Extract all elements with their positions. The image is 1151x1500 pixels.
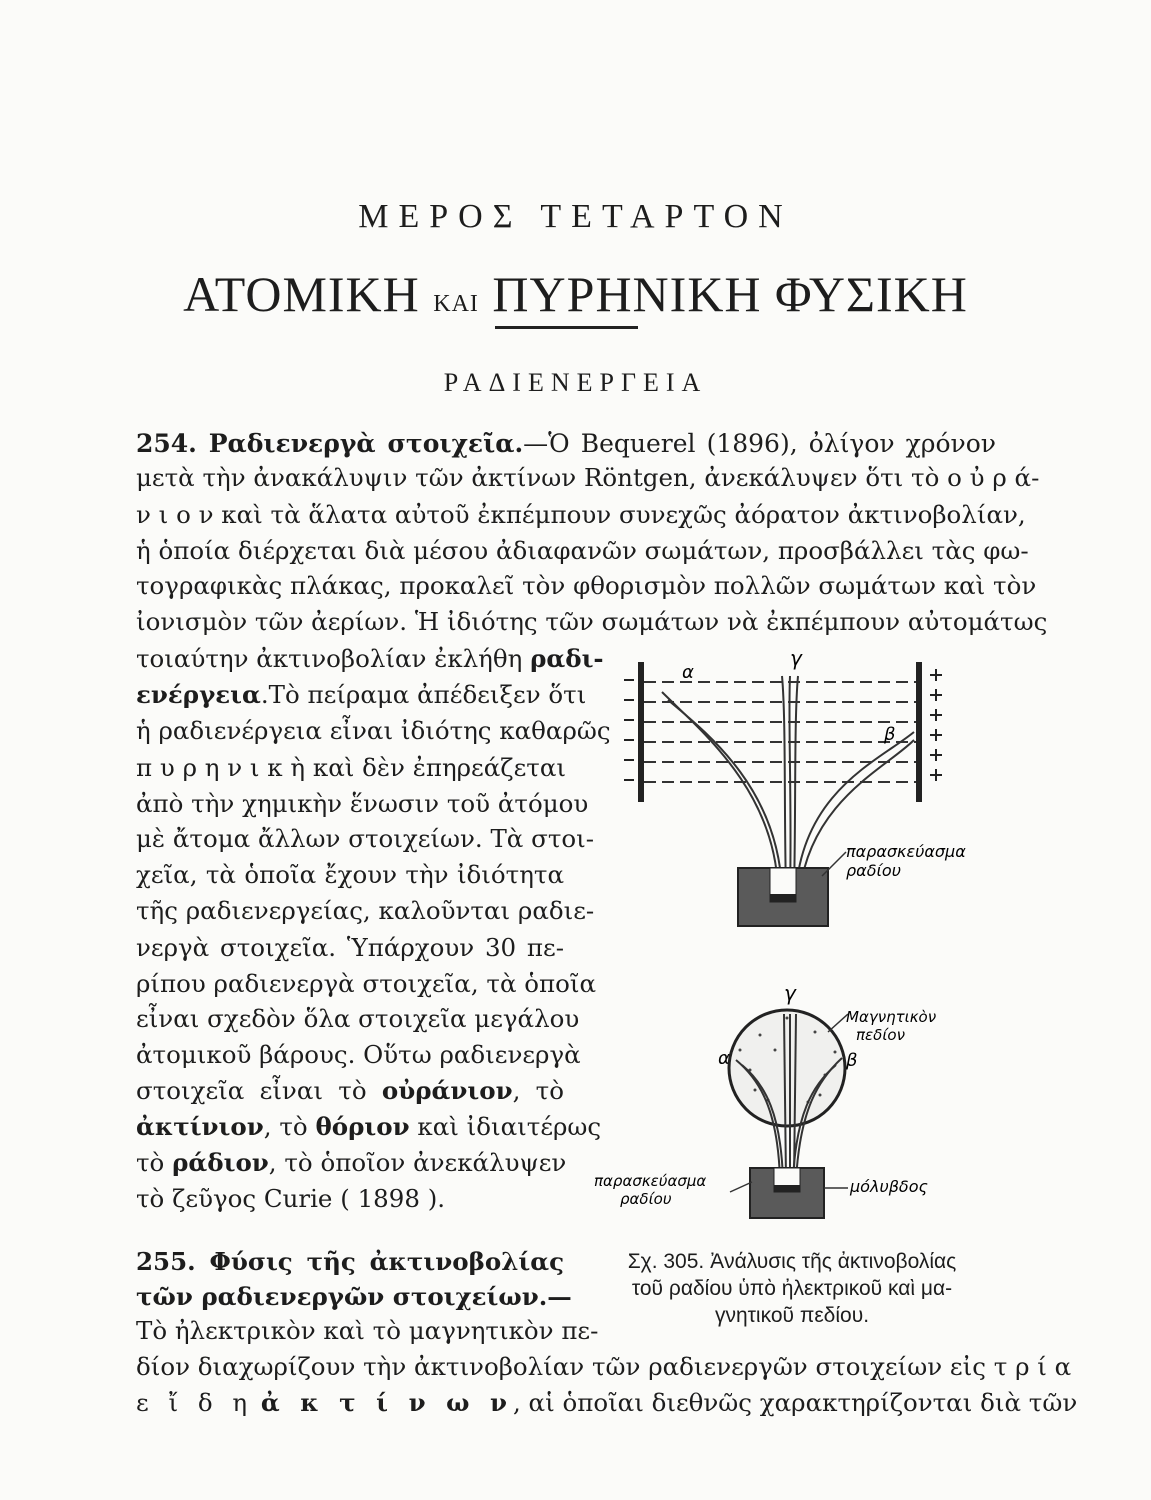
section-254-heading: 254. Ραδιενεργὰ στοιχεῖα. bbox=[136, 429, 524, 458]
caption-line-3: γνητικοῦ πεδίου. bbox=[714, 1304, 870, 1327]
gamma-label-top: γ bbox=[790, 646, 802, 670]
title-divider bbox=[495, 326, 638, 329]
alpha-label-bottom: α bbox=[718, 1048, 730, 1069]
term-actinium: ἀκτίνιον bbox=[136, 1112, 264, 1141]
section-255-heading-2: τῶν ραδιενεργῶν στοιχείων.— bbox=[136, 1282, 572, 1311]
term-thorium: θόριον bbox=[315, 1112, 410, 1141]
section-254-line-3: ν ι ο ν καὶ τὰ ἅλατα αὐτοῦ ἐκπέμπουν συνεχῶς ἀόρατον ἀκτινοβολίαν, bbox=[136, 500, 1026, 529]
beta-label-bottom: β bbox=[846, 1050, 858, 1071]
section-254-line-18: ἀτομικοῦ βάρους. Οὕτω ραδιενεργὰ bbox=[136, 1040, 581, 1069]
plus-signs bbox=[930, 669, 942, 781]
title-nuclear-physics: ΠΥΡΗΝΙΚΗ ΦΥΣΙΚΗ bbox=[492, 266, 968, 322]
magnetic-field-diagram bbox=[594, 981, 936, 1218]
book-title bbox=[0, 265, 1151, 323]
part-heading: ΜΕΡΟΣ ΤΕΤΑΡΤΟΝ bbox=[358, 198, 793, 235]
section-254-line-16: ρίπου ραδιενεργὰ στοιχεῖα, τὰ ὁποῖα bbox=[136, 969, 597, 998]
lead-label: μόλυβδος bbox=[850, 1177, 928, 1196]
term-uranium: οὐράνιον bbox=[381, 1076, 513, 1105]
negative-plate bbox=[638, 662, 644, 802]
section-255-line-3: ε ἴ δ η ἀ κ τ ί ν ω ν, αἱ ὁποῖαι διεθνῶς χαρακτηρίζονται διὰ τῶν bbox=[136, 1388, 1078, 1417]
section-254-line-11: ἀπὸ τὴν χημικὴν ἕνωσιν τοῦ ἀτόμου bbox=[136, 789, 589, 818]
caption-line-2: τοῦ ραδίου ὑπὸ ἠλεκτρικοῦ καὶ μα- bbox=[631, 1277, 953, 1300]
radium-sample-top bbox=[770, 894, 796, 902]
section-254-line-2: μετὰ τὴν ἀνακάλυψιν τῶν ἀκτίνων Röntgen, ἀνεκάλυψεν ὅτι τὸ ο ὐ ρ ά- bbox=[136, 463, 1040, 492]
electric-field-diagram bbox=[624, 646, 966, 926]
term-rays: ἀ κ τ ί ν ω ν bbox=[260, 1388, 513, 1417]
section-254-line-19: στοιχεῖα εἶναι τὸ οὐράνιον, τὸ bbox=[136, 1076, 564, 1105]
positive-plate bbox=[916, 662, 922, 802]
figure-305-radiation-diagram bbox=[590, 640, 1010, 1230]
field-lines bbox=[644, 682, 916, 782]
section-254-line-17: εἶναι σχεδὸν ὅλα στοιχεῖα μεγάλου bbox=[136, 1004, 580, 1033]
radium-sample-bottom bbox=[774, 1185, 800, 1192]
section-254-line-14: τῆς ραδιενεργείας, καλοῦνται ραδιε- bbox=[136, 896, 595, 925]
sample-label-top-1: παρασκεύασμα bbox=[846, 842, 966, 861]
section-254-line-10: π υ ρ η ν ι κ ὴ καὶ δὲν ἐπηρεάζεται bbox=[136, 753, 566, 782]
figure-305-caption bbox=[592, 1248, 992, 1329]
minus-signs bbox=[624, 680, 634, 780]
sample-label-top-2: ραδίου bbox=[846, 861, 901, 880]
magnetic-field-label-1: Μαγνητικὸν bbox=[846, 1008, 937, 1026]
term-radium: ράδιον bbox=[172, 1148, 269, 1177]
title-and: ΚΑΙ bbox=[433, 291, 479, 317]
term-radioactivity: ραδι- bbox=[530, 644, 604, 673]
section-255-line-1: Τὸ ἠλεκτρικὸν καὶ τὸ μαγνητικὸν πε- bbox=[136, 1316, 599, 1345]
section-254-line-5: τογραφικὰς πλάκας, προκαλεῖ τὸν φθορισμὸν πολλῶν σωμάτων καὶ τὸν bbox=[136, 571, 1037, 600]
sample-label-bottom-2: ραδίου bbox=[620, 1190, 672, 1208]
term-nuclear: π υ ρ η ν ι κ ὴ bbox=[136, 753, 306, 782]
section-254-line-8: ενέργεια.Τὸ πείραμα ἀπέδειξεν ὅτι bbox=[136, 680, 587, 709]
sample-label-bottom-1: παρασκεύασμα bbox=[594, 1172, 707, 1190]
alpha-label-top: α bbox=[682, 662, 694, 683]
section-254-line-21: τὸ ράδιον, τὸ ὁποῖον ἀνεκάλυψεν bbox=[136, 1148, 567, 1177]
section-254-line-1: 254. Ραδιενεργὰ στοιχεῖα.—Ὁ Bequerel (1896), ὀλίγον χρόνον bbox=[136, 429, 997, 458]
section-255-line-2: δίον διαχωρίζουν τὴν ἀκτινοβολίαν τῶν ραδιενεργῶν στοιχείων εἰς τ ρ ί α bbox=[136, 1352, 1072, 1381]
gamma-label-bottom: γ bbox=[784, 981, 796, 1005]
section-254-line-12: μὲ ἄτομα ἄλλων στοιχείων. Τὰ στοι- bbox=[136, 824, 595, 853]
beta-label-top: β bbox=[884, 724, 896, 745]
section-255-heading-1: 255. Φύσις τῆς ἀκτινοβολίας bbox=[136, 1247, 564, 1276]
section-254-line-7: τοιαύτην ἀκτινοβολίαν ἐκλήθη ραδι- bbox=[136, 644, 604, 673]
title-atomic: ΑΤΟΜΙΚΗ bbox=[183, 266, 420, 322]
section-254-line-6: ἰονισμὸν τῶν ἀερίων. Ἡ ἰδιότης τῶν σωμάτων νὰ ἐκπέμπουν αὐτομάτως bbox=[136, 607, 1048, 636]
section-254-line-15: νεργὰ στοιχεῖα. Ὑπάρχουν 30 πε- bbox=[136, 933, 564, 962]
section-254-line-9: ἡ ραδιενέργεια εἶναι ἰδιότης καθαρῶς bbox=[136, 716, 611, 745]
chapter-title: ΡΑΔΙΕΝΕΡΓΕΙΑ bbox=[443, 368, 708, 397]
magnetic-field-label-2: πεδίον bbox=[856, 1026, 905, 1044]
caption-line-1: Σχ. 305. Ἀνάλυσις τῆς ἀκτινοβολίας bbox=[627, 1250, 957, 1273]
section-254-line-20: ἀκτίνιον, τὸ θόριον καὶ ἰδιαιτέρως bbox=[136, 1112, 602, 1141]
section-254-line-4: ἡ ὁποία διέρχεται διὰ μέσου ἀδιαφανῶν σωμάτων, προσβάλλει τὰς φω- bbox=[136, 536, 1029, 565]
section-254-line-13: χεῖα, τὰ ὁποῖα ἔχουν τὴν ἰδιότητα bbox=[136, 860, 564, 889]
section-254-line-22: τὸ ζεῦγος Curie ( 1898 ). bbox=[136, 1184, 446, 1213]
